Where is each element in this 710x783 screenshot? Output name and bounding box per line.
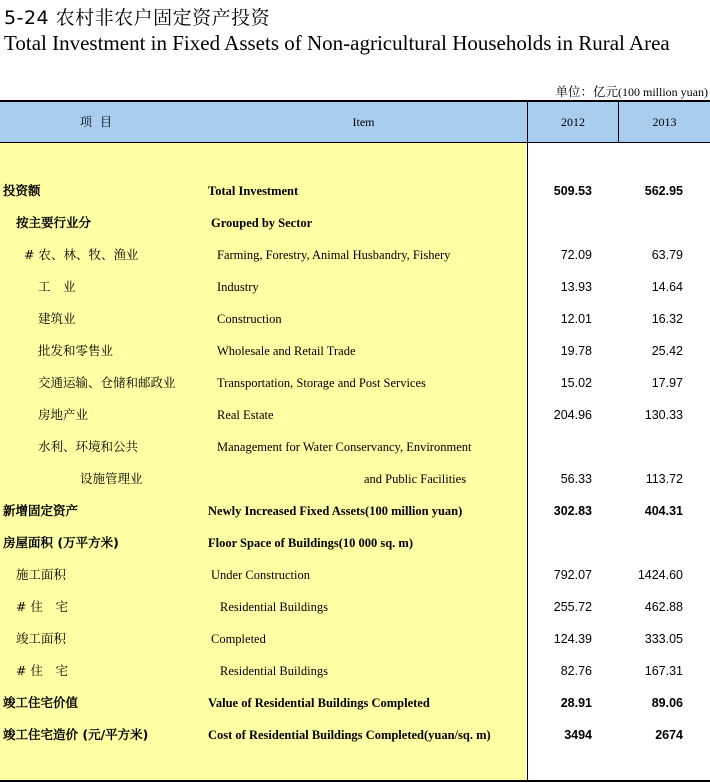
row-label-english: Total Investment — [208, 184, 299, 198]
row-label-chinese: 竣工面积 — [16, 631, 67, 646]
table-row — [0, 533, 710, 565]
row-label-chinese: # 住 宅 — [16, 663, 68, 678]
row-label-english: Under Construction — [211, 568, 310, 582]
row-label-english: Wholesale and Retail Trade — [217, 344, 356, 358]
row-label-english: Residential Buildings — [220, 664, 328, 678]
value-2013: 89.06 — [651, 696, 683, 710]
row-label-chinese: 新增固定资产 — [3, 503, 79, 518]
column-divider-years — [618, 102, 619, 142]
value-2012: 124.39 — [553, 632, 592, 646]
row-label-chinese: 建筑业 — [38, 311, 76, 326]
row-label-english: and Public Facilities — [364, 472, 467, 486]
row-label-english: Floor Space of Buildings(10 000 sq. m) — [208, 536, 413, 550]
row-label-chinese: 施工面积 — [16, 567, 67, 582]
value-2013: 130.33 — [644, 408, 683, 422]
table-row — [0, 469, 710, 501]
value-2012: 302.83 — [553, 504, 592, 518]
header-year-2013: 2013 — [652, 115, 677, 129]
unit-label — [555, 82, 708, 100]
row-label-chinese: 房地产业 — [38, 407, 89, 422]
value-2012: 28.91 — [560, 696, 592, 710]
table-header — [0, 102, 710, 143]
unit-label-chinese: 单位：亿元 — [555, 84, 618, 99]
row-label-chinese: 交通运输、仓储和邮政业 — [38, 375, 176, 390]
row-label-chinese: 竣工住宅造价 (元/平方米) — [3, 727, 149, 742]
table-bottom-rule — [0, 780, 710, 782]
header-item-english: Item — [352, 115, 375, 129]
table-row — [0, 181, 710, 213]
row-label-chinese: # 农、林、牧、渔业 — [24, 247, 139, 262]
row-label-english: Construction — [217, 312, 282, 326]
row-label-english: Management for Water Conservancy, Environment — [217, 440, 472, 454]
row-label-english: Completed — [211, 632, 266, 646]
table-title-english: Total Investment in Fixed Assets of Non-agricultural Households in Rural Area — [4, 31, 670, 55]
value-2013: 1424.60 — [637, 568, 683, 582]
table-title-chinese: 5-24 农村非农户固定资产投资 — [4, 7, 271, 29]
table-row — [0, 405, 710, 437]
row-label-chinese: 批发和零售业 — [38, 343, 114, 358]
table-row — [0, 245, 710, 277]
value-2012: 12.01 — [560, 312, 592, 326]
value-2012: 204.96 — [553, 408, 592, 422]
table-row — [0, 309, 710, 341]
table-row — [0, 213, 710, 245]
table-row — [0, 629, 710, 661]
value-2013: 562.95 — [644, 184, 683, 198]
value-2013: 2674 — [655, 728, 683, 742]
value-2012: 82.76 — [560, 664, 592, 678]
value-2012: 255.72 — [553, 600, 592, 614]
value-2013: 333.05 — [644, 632, 683, 646]
row-label-english: Real Estate — [217, 408, 274, 422]
row-label-chinese: 按主要行业分 — [16, 215, 92, 230]
row-label-english: Cost of Residential Buildings Completed(yuan/sq. m) — [208, 728, 491, 742]
row-label-chinese: 水利、环境和公共 — [38, 439, 139, 454]
table-row — [0, 597, 710, 629]
row-label-chinese: 竣工住宅价值 — [3, 695, 79, 710]
value-2012: 509.53 — [553, 184, 592, 198]
value-2013: 167.31 — [644, 664, 683, 678]
unit-label-english: (100 million yuan) — [618, 85, 708, 99]
table-row — [0, 373, 710, 405]
value-2013: 16.32 — [651, 312, 683, 326]
row-label-chinese: # 住 宅 — [16, 599, 68, 614]
row-label-chinese: 工 业 — [38, 279, 76, 294]
row-label-english: Grouped by Sector — [211, 216, 313, 230]
value-2012: 19.78 — [560, 344, 592, 358]
value-2012: 15.02 — [560, 376, 592, 390]
value-2013: 404.31 — [644, 504, 683, 518]
row-label-chinese: 房屋面积 (万平方米) — [3, 535, 119, 550]
table-row — [0, 501, 710, 533]
table-row — [0, 725, 710, 757]
row-label-english: Transportation, Storage and Post Services — [217, 376, 426, 390]
value-2012: 56.33 — [560, 472, 592, 486]
table-row — [0, 565, 710, 597]
row-label-english: Residential Buildings — [220, 600, 328, 614]
table-row — [0, 341, 710, 373]
table-row — [0, 437, 710, 469]
value-2013: 25.42 — [651, 344, 683, 358]
value-2012: 13.93 — [560, 280, 592, 294]
value-2012: 72.09 — [560, 248, 592, 262]
value-2012: 792.07 — [553, 568, 592, 582]
value-2013: 14.64 — [651, 280, 683, 294]
row-label-english: Farming, Forestry, Animal Husbandry, Fishery — [217, 248, 451, 262]
value-2013: 113.72 — [645, 472, 683, 486]
value-2013: 462.88 — [644, 600, 683, 614]
table-row — [0, 277, 710, 309]
value-2013: 63.79 — [651, 248, 683, 262]
row-label-chinese: 设施管理业 — [80, 471, 143, 486]
table-row — [0, 693, 710, 725]
value-2012: 3494 — [564, 728, 592, 742]
row-label-chinese: 投资额 — [3, 183, 41, 198]
table-row — [0, 661, 710, 693]
row-label-english: Value of Residential Buildings Completed — [208, 696, 430, 710]
row-label-english: Industry — [217, 280, 259, 294]
row-label-english: Newly Increased Fixed Assets(100 million yuan) — [208, 504, 463, 518]
header-item-chinese: 项目 — [79, 115, 120, 129]
header-year-2012: 2012 — [561, 115, 585, 129]
value-2013: 17.97 — [651, 376, 683, 390]
